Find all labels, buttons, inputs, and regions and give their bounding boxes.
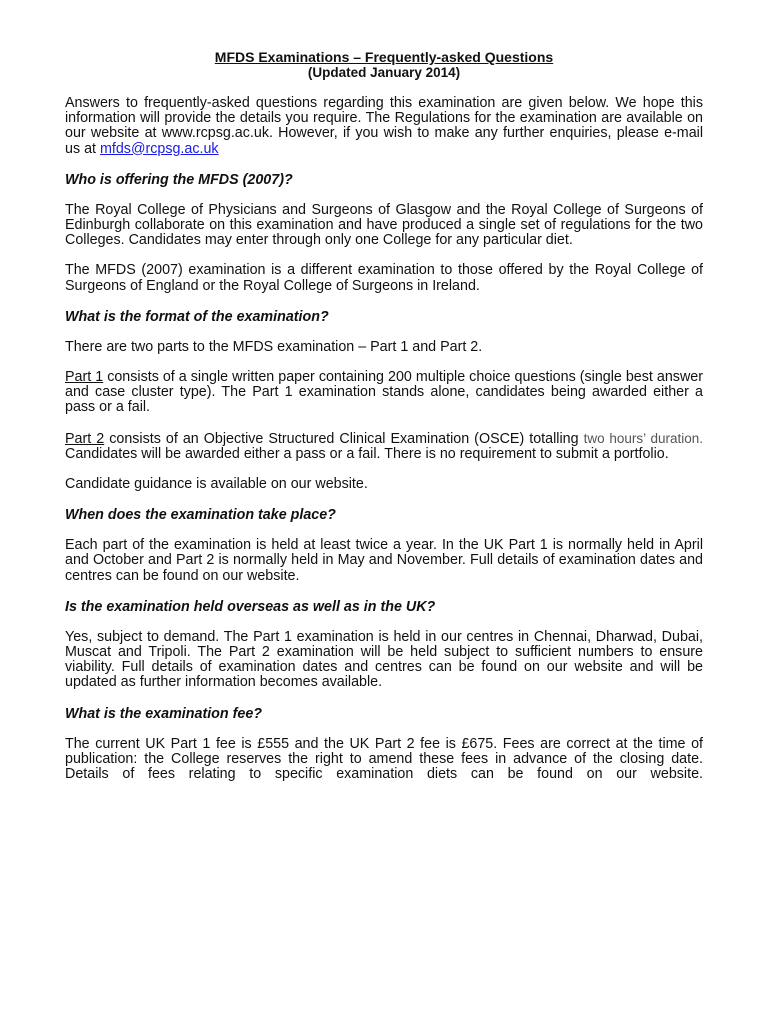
when-paragraph: Each part of the examination is held at least twice a year. In the UK Part 1 is normally held in April and October and Part 2 is normally held in May and November. Full details of examination dates and centres can be found on our website.: [65, 537, 703, 584]
faq-heading-format: What is the format of the examination?: [65, 308, 329, 325]
faq-heading-fee: What is the examination fee?: [65, 705, 263, 722]
offering-paragraph-1: The Royal College of Physicians and Surgeons of Glasgow and the Royal College of Surgeons of Edinburgh collaborate on this examination and have produced a single set of regulations for the two Colleges. Candidates may enter through only one College for any particular diet.: [65, 201, 703, 249]
intro-text: Answers to frequently-asked questions regarding this examination are given below. We hope this information will provide the details you require. The Regulations for the examination are available on our website at www.rcpsg.ac.uk. However, if you wish to make any further enquiries, please e-mail us at: [65, 95, 703, 157]
part2-label: Part 2: [65, 430, 105, 447]
fee-paragraph: The current UK Part 1 fee is £555 and the UK Part 2 fee is £675. Fees are correct at the time of publication: the College reserves the right to amend these fees in advance of the closing date. Details of fees relating to specific examination diets can be found on our website.: [65, 735, 703, 783]
part1-label: Part 1: [65, 369, 104, 386]
format-guidance-paragraph: Candidate guidance is available on our website.: [65, 476, 368, 493]
email-link[interactable]: mfds@rcpsg.ac.uk: [99, 140, 219, 157]
part2-duration: two hours’ duration.: [583, 430, 703, 446]
overseas-paragraph: Yes, subject to demand. The Part 1 examination is held in our centres in Chennai, Dharwad, Dubai, Muscat and Tripoli. The Part 2 examination will be held subject to sufficient numbers to ensure viability. Full details of examination dates and centres can be found on our website and will be updated as further information becomes available.: [65, 628, 703, 691]
faq-heading-overseas: Is the examination held overseas as well as in the UK?: [65, 598, 436, 615]
format-paragraph-1: There are two parts to the MFDS examination – Part 1 and Part 2.: [65, 338, 483, 355]
page-subtitle: (Updated January 2014): [307, 65, 461, 80]
format-part1-paragraph: [65, 370, 703, 416]
intro-paragraph: [65, 96, 703, 157]
faq-heading-when: When does the examination take place?: [65, 507, 336, 524]
part2-text: consists of an Objective Structured Clinical Examination (OSCE) totalling: [104, 430, 584, 447]
part2-text-after: Candidates will be awarded either a pass or a fail. There is no requirement to submit a portfolio.: [65, 445, 669, 462]
format-part2-paragraph: [65, 431, 703, 462]
offering-paragraph-2: The MFDS (2007) examination is a different examination to those offered by the Royal College of Surgeons of England or the Royal College of Surgeons in Ireland.: [65, 262, 703, 294]
faq-heading-offering: Who is offering the MFDS (2007)?: [65, 171, 293, 188]
part1-text: consists of a single written paper containing 200 multiple choice questions (single best answer and case cluster type). The Part 1 examination stands alone, candidates being awarded either a pass or a fail.: [65, 369, 703, 416]
document-content: [65, 49, 703, 797]
page-title: MFDS Examinations – Frequently-asked Questions: [214, 49, 554, 65]
